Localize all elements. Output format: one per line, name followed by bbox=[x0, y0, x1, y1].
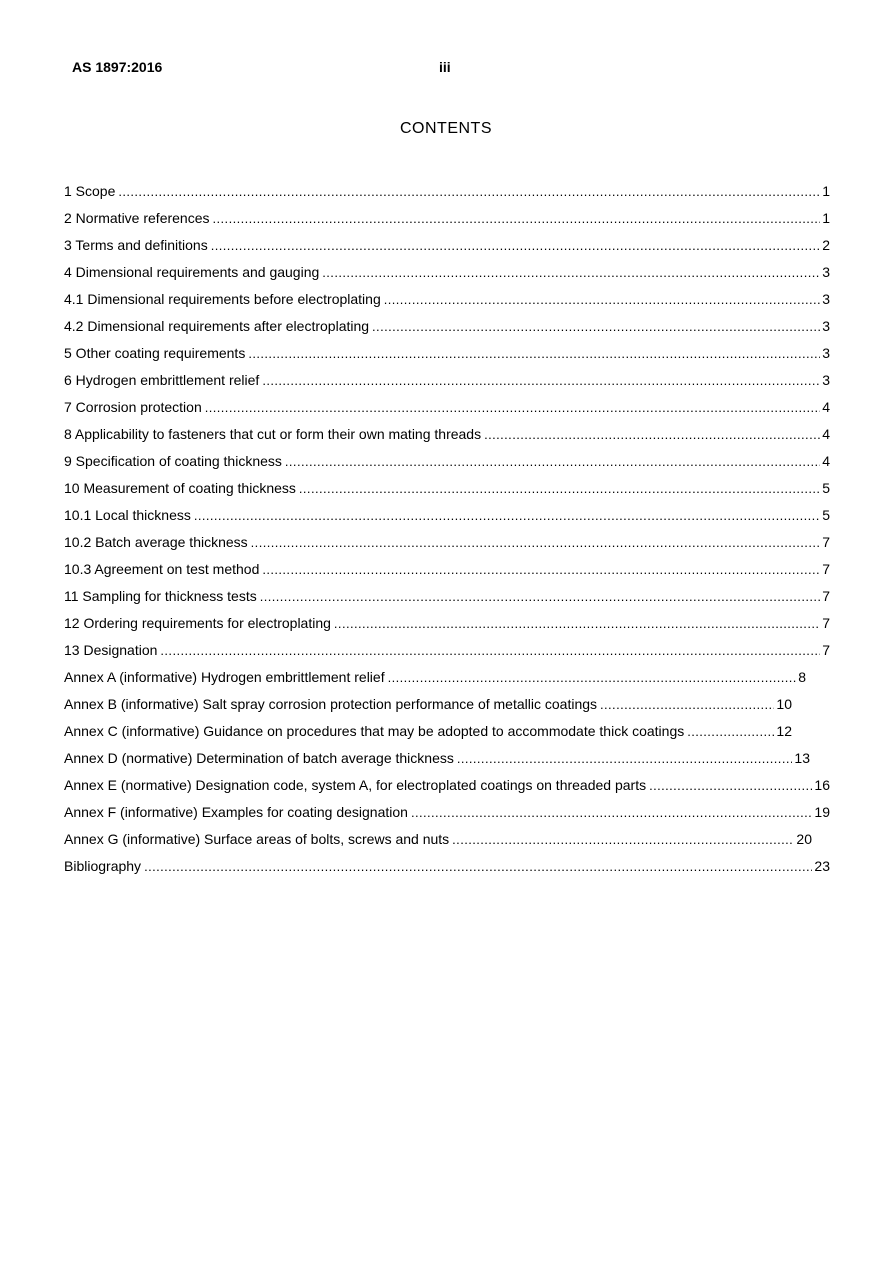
toc-entry-page-number: 20 bbox=[796, 831, 812, 847]
toc-entry-page-number: 8 bbox=[798, 669, 806, 685]
toc-dot-leader bbox=[260, 588, 820, 606]
toc-dot-leader bbox=[384, 291, 820, 309]
toc-entry-page-number: 3 bbox=[822, 318, 830, 334]
toc-entry[interactable] bbox=[64, 398, 830, 425]
toc-dot-leader bbox=[372, 318, 820, 336]
toc-entry[interactable] bbox=[64, 533, 830, 560]
toc-entry-label: Annex C (informative) Guidance on procedures that may be adopted to accommodate thick coatings bbox=[64, 723, 685, 739]
toc-entry-page-number: 5 bbox=[822, 507, 830, 523]
toc-entry-page-number: 7 bbox=[822, 588, 830, 604]
toc-entry-page-number: 13 bbox=[794, 750, 810, 766]
toc-entry-page-number: 7 bbox=[822, 615, 830, 631]
toc-dot-leader bbox=[334, 615, 820, 633]
toc-entry[interactable] bbox=[64, 371, 830, 398]
toc-entry[interactable] bbox=[64, 209, 830, 236]
toc-entry-label: 5 Other coating requirements bbox=[64, 345, 246, 361]
toc-entry[interactable] bbox=[64, 668, 830, 695]
toc-dot-leader bbox=[205, 399, 820, 417]
toc-entry-label: 10.1 Local thickness bbox=[64, 507, 191, 523]
toc-dot-leader bbox=[262, 561, 820, 579]
toc-entry[interactable] bbox=[64, 641, 830, 668]
toc-entry-label: 10.3 Agreement on test method bbox=[64, 561, 260, 577]
toc-entry-label: Annex A (informative) Hydrogen embrittlement relief bbox=[64, 669, 385, 685]
toc-entry[interactable] bbox=[64, 506, 830, 533]
toc-entry-page-number: 1 bbox=[822, 183, 830, 199]
toc-entry-label: Annex F (informative) Examples for coating designation bbox=[64, 804, 408, 820]
toc-dot-leader bbox=[388, 669, 797, 687]
toc-entry[interactable] bbox=[64, 857, 830, 884]
toc-entry[interactable] bbox=[64, 695, 830, 722]
toc-dot-leader bbox=[194, 507, 820, 525]
toc-entry-label: Bibliography bbox=[64, 858, 142, 874]
toc-entry-label: 4.1 Dimensional requirements before electroplating bbox=[64, 291, 381, 307]
table-of-contents bbox=[64, 182, 830, 884]
toc-dot-leader bbox=[687, 723, 774, 741]
toc-dot-leader bbox=[649, 777, 812, 795]
toc-entry[interactable] bbox=[64, 317, 830, 344]
toc-dot-leader bbox=[322, 264, 820, 282]
toc-entry-label: 8 Applicability to fasteners that cut or form their own mating threads bbox=[64, 426, 482, 442]
toc-entry-label: 12 Ordering requirements for electroplating bbox=[64, 615, 331, 631]
toc-entry-label: Annex E (normative) Designation code, system A, for electroplated coatings on threaded parts bbox=[64, 777, 647, 793]
page-header bbox=[0, 59, 892, 77]
toc-entry-page-number: 1 bbox=[822, 210, 830, 226]
toc-entry-page-number: 10 bbox=[776, 696, 792, 712]
toc-entry-label: 11 Sampling for thickness tests bbox=[64, 588, 257, 604]
toc-entry[interactable] bbox=[64, 830, 830, 857]
toc-entry[interactable] bbox=[64, 479, 830, 506]
toc-entry[interactable] bbox=[64, 344, 830, 371]
toc-entry-label: 2 Normative references bbox=[64, 210, 210, 226]
toc-entry-page-number: 3 bbox=[822, 264, 830, 280]
toc-dot-leader bbox=[600, 696, 774, 714]
toc-entry[interactable] bbox=[64, 776, 830, 803]
toc-entry[interactable] bbox=[64, 722, 830, 749]
toc-dot-leader bbox=[299, 480, 820, 498]
toc-entry-label: 6 Hydrogen embrittlement relief bbox=[64, 372, 260, 388]
toc-entry-page-number: 7 bbox=[822, 534, 830, 550]
toc-entry-label: 1 Scope bbox=[64, 183, 116, 199]
toc-entry-page-number: 7 bbox=[822, 561, 830, 577]
toc-entry-page-number: 16 bbox=[814, 777, 830, 793]
toc-entry-label: 3 Terms and definitions bbox=[64, 237, 208, 253]
toc-entry[interactable] bbox=[64, 803, 830, 830]
toc-entry[interactable] bbox=[64, 425, 830, 452]
toc-entry-label: 4 Dimensional requirements and gauging bbox=[64, 264, 320, 280]
toc-entry-label: 10 Measurement of coating thickness bbox=[64, 480, 296, 496]
toc-entry-page-number: 4 bbox=[822, 399, 830, 415]
toc-entry[interactable] bbox=[64, 290, 830, 317]
toc-entry-page-number: 4 bbox=[822, 453, 830, 469]
toc-dot-leader bbox=[213, 210, 821, 228]
toc-entry-label: Annex G (informative) Surface areas of bolts, screws and nuts bbox=[64, 831, 450, 847]
toc-dot-leader bbox=[118, 183, 820, 201]
toc-entry[interactable] bbox=[64, 560, 830, 587]
toc-entry-page-number: 3 bbox=[822, 372, 830, 388]
toc-entry-page-number: 2 bbox=[822, 237, 830, 253]
document-id: AS 1897:2016 bbox=[72, 59, 163, 75]
toc-dot-leader bbox=[248, 345, 820, 363]
toc-entry-page-number: 3 bbox=[822, 345, 830, 361]
toc-dot-leader bbox=[285, 453, 820, 471]
toc-entry-label: 10.2 Batch average thickness bbox=[64, 534, 248, 550]
toc-dot-leader bbox=[452, 831, 794, 849]
toc-dot-leader bbox=[144, 858, 812, 876]
toc-dot-leader bbox=[160, 642, 820, 660]
toc-dot-leader bbox=[457, 750, 793, 768]
toc-entry-page-number: 19 bbox=[814, 804, 830, 820]
toc-entry-label: 13 Designation bbox=[64, 642, 158, 658]
toc-entry-page-number: 23 bbox=[814, 858, 830, 874]
toc-entry-page-number: 5 bbox=[822, 480, 830, 496]
toc-dot-leader bbox=[262, 372, 820, 390]
contents-title: CONTENTS bbox=[400, 120, 492, 137]
toc-entry[interactable] bbox=[64, 236, 830, 263]
toc-entry-label: Annex D (normative) Determination of batch average thickness bbox=[64, 750, 454, 766]
toc-dot-leader bbox=[484, 426, 820, 444]
toc-entry-page-number: 12 bbox=[776, 723, 792, 739]
toc-entry[interactable] bbox=[64, 182, 830, 209]
toc-entry-label: 9 Specification of coating thickness bbox=[64, 453, 282, 469]
page-number: iii bbox=[439, 59, 451, 75]
toc-dot-leader bbox=[411, 804, 812, 822]
toc-entry-label: 7 Corrosion protection bbox=[64, 399, 202, 415]
toc-dot-leader bbox=[211, 237, 820, 255]
toc-entry-page-number: 7 bbox=[822, 642, 830, 658]
toc-entry-label: Annex B (informative) Salt spray corrosion protection performance of metallic coatings bbox=[64, 696, 598, 712]
toc-entry[interactable] bbox=[64, 749, 830, 776]
toc-entry[interactable] bbox=[64, 614, 830, 641]
toc-entry[interactable] bbox=[64, 452, 830, 479]
toc-entry[interactable] bbox=[64, 263, 830, 290]
toc-entry-page-number: 3 bbox=[822, 291, 830, 307]
toc-dot-leader bbox=[251, 534, 821, 552]
toc-entry-label: 4.2 Dimensional requirements after electroplating bbox=[64, 318, 370, 334]
toc-entry[interactable] bbox=[64, 587, 830, 614]
toc-entry-page-number: 4 bbox=[822, 426, 830, 442]
